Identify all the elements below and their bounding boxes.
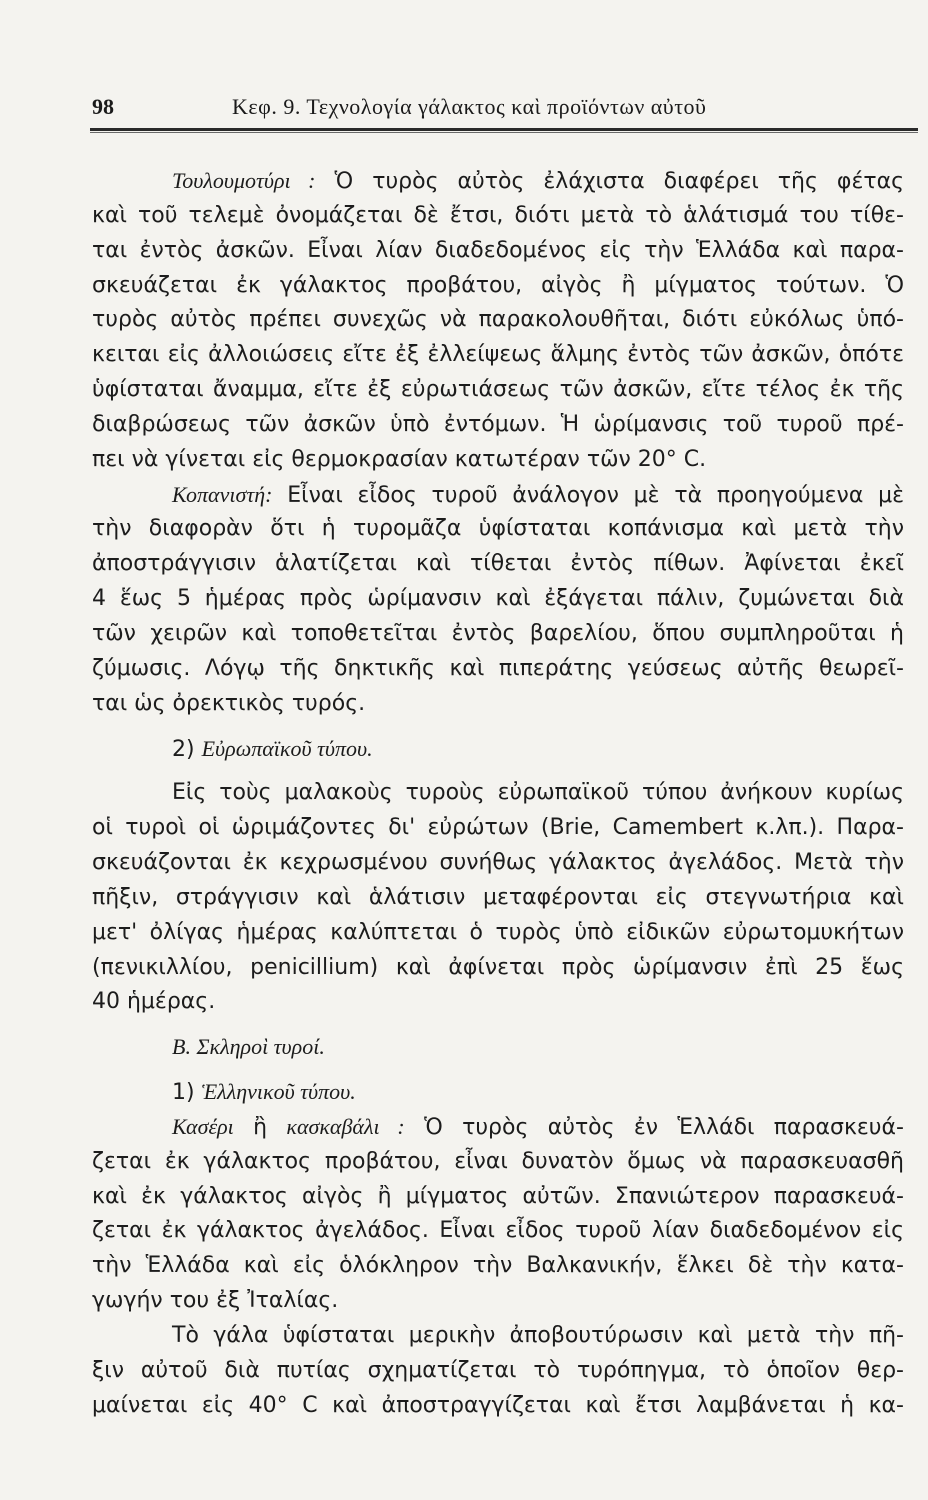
section-title: Ἑλληνικοῦ τύπου. xyxy=(201,1079,356,1105)
paragraph-kopanisti xyxy=(92,478,904,722)
text-line: ζύμωσις. Λόγῳ τῆς δηκτικῆς καὶ πιπεράτης γεύσεως αὐτῆς θεωρεῖ- xyxy=(92,655,904,681)
text-line: τυρὸς αὐτὸς πρέπει συνεχῶς νὰ παρακολουθῆται, διότι εὐκόλως ὑπό- xyxy=(92,307,904,333)
text-line: Εἰς τοὺς μαλακοὺς τυροὺς εὐρωπαϊκοῦ τύπου ἀνήκουν κυρίως xyxy=(172,780,904,806)
text-line: ται ἐντὸς ἀσκῶν. Εἶναι λίαν διαδεδομένος εἰς τὴν Ἑλλάδα καὶ παρα- xyxy=(92,237,904,263)
page-number: 98 xyxy=(92,94,114,119)
section-number: 2) xyxy=(172,736,195,762)
text-line: κειται εἰς ἀλλοιώσεις εἴτε ἐξ ἐλλείψεως ἅλμης ἐντὸς τῶν ἀσκῶν, ὁπότε xyxy=(92,342,904,368)
text-line xyxy=(92,1110,904,1145)
text-line: ζεται ἐκ γάλακτος προβάτου, εἶναι δυνατὸν ὅμως νὰ παρασκευασθῆ xyxy=(92,1148,904,1174)
term-touloumotyri: Τουλουμοτύρι : xyxy=(172,168,316,193)
text-line: ἀποστράγγισιν ἁλατίζεται καὶ τίθεται ἐντὸς πίθων. Ἀφίνεται ἐκεῖ xyxy=(92,551,904,577)
text-line: τῶν χειρῶν καὶ τοποθετεῖται ἐντὸς βαρελίου, ὅπου συμπληροῦται ἡ xyxy=(92,620,904,646)
text-line xyxy=(92,164,904,199)
term-kaskavali: κασκαβάλι : xyxy=(286,1113,405,1139)
text-line: ται ὡς ὀρεκτικὸς τυρός. xyxy=(92,690,366,716)
spacer xyxy=(92,766,904,776)
text-line: τὴν διαφορὰν ὅτι ἡ τυρομᾶζα ὑφίσταται κοπάνισμα καὶ μετὰ τὴν xyxy=(92,516,904,542)
text-line: ζεται ἐκ γάλακτος ἀγελάδος. Εἶναι εἶδος τυροῦ λίαν διαδεδομένον εἰς xyxy=(92,1218,904,1244)
paragraph-milk-process xyxy=(92,1319,904,1424)
section-heading-hard-cheeses: B. Σκληροὶ τυροί. xyxy=(172,1034,325,1060)
line-text: Ὁ τυρὸς αὐτὸς ἐν Ἑλλάδι παρασκευά- xyxy=(424,1114,904,1140)
text-line: μετ' ὀλίγας ἡμέρας καλύπτεται ὁ τυρὸς ὑπὸ εἰδικῶν εὐρωτομυκήτων xyxy=(92,919,904,945)
text-line: καὶ ἐκ γάλακτος αἰγὸς ἢ μίγματος αὐτῶν. Σπανιώτερον παρασκευά- xyxy=(92,1183,904,1209)
text-line: σκευάζονται ἐκ κεχρωσμένου συνήθως γάλακτος ἀγελάδος. Μετὰ τὴν xyxy=(92,850,904,876)
text-line: πει νὰ γίνεται εἰς θερμοκρασίαν κατωτέραν τῶν 20° C. xyxy=(92,446,707,472)
text-line: Τὸ γάλα ὑφίσταται μερικὴν ἀποβουτύρωσιν καὶ μετὰ τὴν πῆ- xyxy=(172,1323,904,1348)
term-kopanisti: Κοπανιστή: xyxy=(172,481,273,507)
spacer xyxy=(92,722,904,732)
text-line: γωγήν του ἐξ Ἰταλίας. xyxy=(92,1288,339,1314)
text-line xyxy=(92,478,904,513)
paragraph-kaseri xyxy=(92,1110,904,1319)
line-text: Εἶναι εἶδος τυροῦ ἀνάλογον μὲ τὰ προηγούμενα μὲ xyxy=(287,482,904,508)
paragraph-touloumotyri xyxy=(92,164,904,478)
section-heading-greek xyxy=(92,1075,904,1110)
text-line: ὑφίσταται ἄναμμα, εἴτε ἐξ εὐρωτιάσεως τῶν ἀσκῶν, εἴτε τέλος ἐκ τῆς xyxy=(92,377,904,403)
line-text: Ὁ τυρὸς αὐτὸς ἐλάχιστα διαφέρει τῆς φέτας xyxy=(334,169,904,194)
page-header xyxy=(92,94,920,124)
body-text xyxy=(92,164,904,1424)
term-kaseri: Κασέρι xyxy=(172,1113,234,1139)
spacer xyxy=(92,1065,904,1075)
text-line: μαίνεται εἰς 40° C καὶ ἀποστραγγίζεται καὶ ἔτσι λαμβάνεται ἡ κα- xyxy=(92,1392,904,1418)
text-line: καὶ τοῦ τελεμὲ ὀνομάζεται δὲ ἔτσι, διότι μετὰ τὸ ἁλάτισμά του τίθε- xyxy=(92,202,904,228)
line-text: ἢ xyxy=(253,1114,268,1140)
text-line: (πενικιλλίου, penicillium) καὶ ἀφίνεται πρὸς ὡρίμανσιν ἐπὶ 25 ἕως xyxy=(92,954,904,980)
section-heading-european xyxy=(92,732,904,767)
text-line: ξιν αὐτοῦ διὰ πυτίας σχηματίζεται τὸ τυρόπηγμα, τὸ ὁποῖον θερ- xyxy=(92,1357,904,1383)
section-number: 1) xyxy=(172,1080,195,1106)
text-line: οἱ τυροὶ οἱ ὡριμάζοντες δι' εὐρώτων (Brie, Camembert κ.λπ.). Παρα- xyxy=(92,815,904,841)
running-head: Κεφ. 9. Τεχνολογία γάλακτος καὶ προϊόντων αὐτοῦ xyxy=(232,94,707,119)
text-line: διαβρώσεως τῶν ἀσκῶν ὑπὸ ἐντόμων. Ἡ ὡρίμανσις τοῦ τυροῦ πρέ- xyxy=(92,411,904,437)
text-line: 4 ἕως 5 ἡμέρας πρὸς ὡρίμανσιν καὶ ἐξάγεται πάλιν, ζυμώνεται διὰ xyxy=(92,586,904,612)
spacer xyxy=(92,1020,904,1030)
paragraph-european xyxy=(92,776,904,1020)
header-rule xyxy=(90,128,918,131)
header-rule-thin xyxy=(90,132,918,133)
text-line: τὴν Ἑλλάδα καὶ εἰς ὁλόκληρον τὴν Βαλκανικήν, ἕλκει δὲ τὴν κατα- xyxy=(92,1253,904,1279)
text-line: σκευάζεται ἐκ γάλακτος προβάτου, αἰγὸς ἢ μίγματος τούτων. Ὁ xyxy=(92,272,904,298)
text-line: 40 ἡμέρας. xyxy=(92,989,216,1015)
text-line: πῆξιν, στράγγισιν καὶ ἁλάτισιν μεταφέρονται εἰς στεγνωτήρια καὶ xyxy=(92,884,904,910)
section-title: Εὐρωπαϊκοῦ τύπου. xyxy=(201,735,373,761)
